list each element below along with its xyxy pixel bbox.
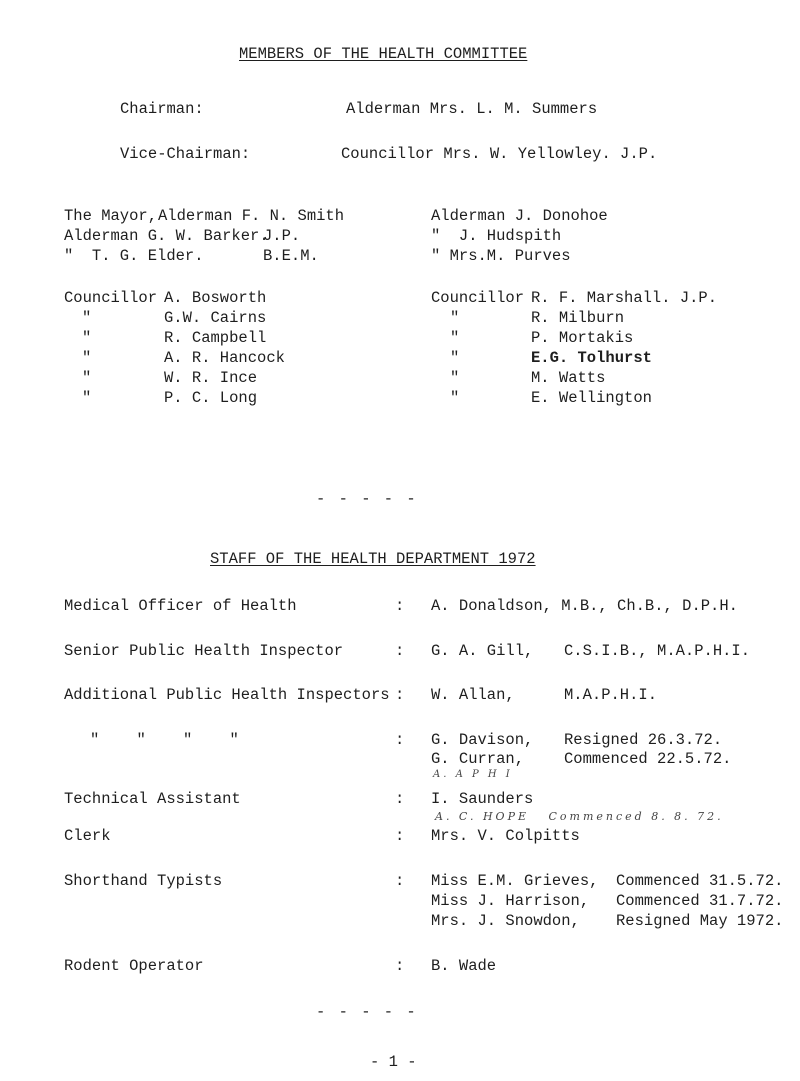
councillor-title: " xyxy=(450,369,460,387)
councillor-title: " xyxy=(450,309,460,327)
staff-note: Commenced 22.5.72. xyxy=(564,750,732,768)
councillor-name: A. R. Hancock xyxy=(164,349,285,367)
staff-name: B. Wade xyxy=(431,957,497,975)
councillor-title: " xyxy=(450,329,460,347)
staff-name: G. Davison, xyxy=(431,731,534,749)
alderman-name: " Mrs.M. Purves xyxy=(431,247,571,265)
staff-note: Commenced 31.7.72. xyxy=(616,892,784,910)
staff-name: A. Donaldson, M.B., Ch.B., D.P.H. xyxy=(431,597,738,615)
alderman-name: " J. Hudspith xyxy=(431,227,562,245)
staff-name: I. Saunders xyxy=(431,790,534,808)
staff-qualifications: M.A.P.H.I. xyxy=(564,686,658,704)
colon: : xyxy=(395,597,405,615)
staff-name: Mrs. V. Colpitts xyxy=(431,827,580,845)
role-label: Clerk xyxy=(64,827,111,845)
role-label: Technical Assistant xyxy=(64,790,241,808)
councillor-title: Councillor xyxy=(431,289,525,307)
alderman-name: Alderman G. W. Barker. xyxy=(64,227,269,245)
staff-note: Commenced 31.5.72. xyxy=(616,872,784,890)
councillor-title: " xyxy=(82,369,92,387)
staff-name: Miss E.M. Grieves, xyxy=(431,872,599,890)
staff-name: G. Curran, xyxy=(431,750,525,768)
councillor-name: R. F. Marshall. J.P. xyxy=(531,289,718,307)
colon: : xyxy=(395,731,405,749)
alderman-name: Alderman J. Donohoe xyxy=(431,207,608,225)
councillor-title: " xyxy=(450,349,460,367)
role-label: Shorthand Typists xyxy=(64,872,223,890)
role-label: Senior Public Health Inspector xyxy=(64,642,344,660)
page-title: MEMBERS OF THE HEALTH COMMITTEE xyxy=(239,45,528,63)
staff-note: Resigned May 1972. xyxy=(616,912,784,930)
councillor-title: " xyxy=(82,349,92,367)
councillor-title: " xyxy=(82,329,92,347)
staff-name: Miss J. Harrison, xyxy=(431,892,590,910)
chairman-label: Chairman: xyxy=(120,100,204,118)
colon: : xyxy=(395,827,405,845)
staff-name: Mrs. J. Snowdon, xyxy=(431,912,580,930)
vice-chairman-label: Vice-Chairman: xyxy=(120,145,251,163)
handwritten-annotation: A. C. HOPE Commenced 8. 8. 72. xyxy=(435,810,724,823)
councillor-name: A. Bosworth xyxy=(164,289,267,307)
alderman-name: " T. G. Elder. xyxy=(64,247,204,265)
page-number: - 1 - xyxy=(370,1053,417,1071)
councillor-name: P. C. Long xyxy=(164,389,258,407)
staff-note: Resigned 26.3.72. xyxy=(564,731,723,749)
ditto-role: " " " " xyxy=(90,731,239,749)
councillor-name: E. Wellington xyxy=(531,389,652,407)
councillor-name: P. Mortakis xyxy=(531,329,634,347)
role-label: Additional Public Health Inspectors xyxy=(64,686,390,704)
alderman-suffix: J.P. xyxy=(263,227,301,245)
colon: : xyxy=(395,642,405,660)
councillor-title: " xyxy=(82,389,92,407)
councillor-name: G.W. Cairns xyxy=(164,309,267,327)
councillor-title: " xyxy=(450,389,460,407)
councillor-name: E.G. Tolhurst xyxy=(531,349,652,367)
alderman-name: Alderman F. N. Smith xyxy=(158,207,345,225)
staff-title: STAFF OF THE HEALTH DEPARTMENT 1972 xyxy=(210,550,536,568)
alderman-suffix: B.E.M. xyxy=(263,247,319,265)
councillor-name: M. Watts xyxy=(531,369,606,387)
section-separator: - - - - - xyxy=(316,1003,418,1021)
role-label: Rodent Operator xyxy=(64,957,204,975)
handwritten-annotation: A. A P H I xyxy=(433,769,513,780)
colon: : xyxy=(395,872,405,890)
chairman-name: Alderman Mrs. L. M. Summers xyxy=(346,100,598,118)
vice-chairman-name: Councillor Mrs. W. Yellowley. J.P. xyxy=(341,145,658,163)
role-label: Medical Officer of Health xyxy=(64,597,297,615)
colon: : xyxy=(395,686,405,704)
mayor-prefix: The Mayor, xyxy=(64,207,158,225)
section-separator: - - - - - xyxy=(316,490,418,508)
councillor-name: R. Milburn xyxy=(531,309,625,327)
councillor-name: W. R. Ince xyxy=(164,369,258,387)
staff-name: W. Allan, xyxy=(431,686,515,704)
staff-name: G. A. Gill, xyxy=(431,642,534,660)
councillor-name: R. Campbell xyxy=(164,329,267,347)
staff-qualifications: C.S.I.B., M.A.P.H.I. xyxy=(564,642,751,660)
councillor-title: Councillor xyxy=(64,289,158,307)
colon: : xyxy=(395,957,405,975)
councillor-title: " xyxy=(82,309,92,327)
colon: : xyxy=(395,790,405,808)
